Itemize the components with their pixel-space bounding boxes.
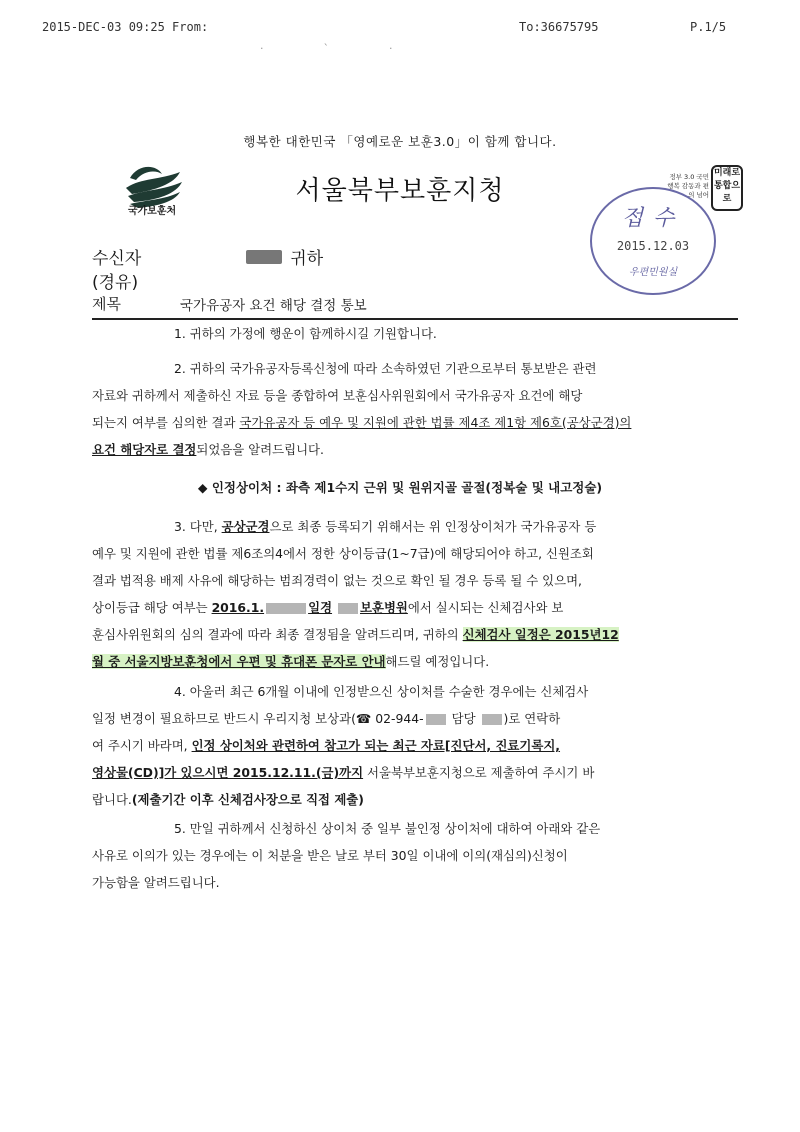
paragraph-2: 2. 귀하의 국가유공자등록신청에 따라 소속하였던 기관으로부터 통보받은 관련 자료와 귀하께서 제출하신 자료 등을 종합하여 보훈심사위원회에서 국가유공자 요건에 해당 되는지 여부를 심의한 결과 국가유공자 등 예우 및 지원에 관한 법률 제4조 제1항 제6호(공상군경)의 요건 해당자로 결정되었음을 알려드립니다.	[92, 361, 632, 457]
recipient-row	[92, 244, 323, 269]
recipient-label: 수신자	[92, 249, 142, 269]
receipt-stamp	[590, 187, 716, 295]
scan-specks: ·ˋ·	[260, 42, 453, 55]
gov30-emblem-text: 정부 3.0 국민행복 감동과 편의 넘어	[667, 173, 709, 199]
redacted-phone	[426, 714, 446, 725]
via-label: (경유)	[92, 273, 139, 293]
fax-recipient-number: To:36675795	[519, 20, 599, 34]
slogan: 행복한 대한민국 「영예로운 보훈3.0」이 함께 합니다.	[243, 134, 557, 149]
stamp-footer: 우편민원실	[628, 267, 678, 278]
redacted-hospital	[338, 603, 358, 614]
subject-text: 국가유공자 요건 해당 결정 통보	[180, 298, 367, 314]
gov30-badge: 미래로 통합으로	[711, 165, 743, 211]
stamp-date: 2015.12.03	[616, 239, 690, 253]
paragraph-3: 3. 다만, 공상군경으로 최종 등록되기 위해서는 위 인정상이처가 국가유공자 등 예우 및 지원에 관한 법률 제6조의4에서 정한 상이등급(1~7급)에 해당되어야 하고, 신원조회 결과 법적용 배제 사유에 해당하는 범죄경력이 없는 것으로 확인 될 경우 등록 될 수 있으며, 상이등급 해당 여부는 2016.1. 일경 보훈병원에서 실시되는 신체검사와 보 훈심사위원회의 심의 결과에 따라 최종 결정됨을 알려드리며, 귀하의 신체검사 일정은 2015년12 월 중 서울지방보훈청에서 우편 및 휴대폰 문자로 안내해드릴 예정입니다.	[92, 519, 619, 669]
paragraph-4: 4. 아울러 최근 6개월 이내에 인정받으신 상이처를 수술한 경우에는 신체검사 일정 변경이 필요하므로 반드시 우리지청 보상과(☎ 02-944- 담당 )로 연락하 여 주시기 바라며, 인정 상이처와 관련하여 참고가 되는 최근 자료[진단서, 진료기록지, 영상물(CD)]가 있으시면 2015.12.11.(금)까지 서울북부보훈지청으로 제출하여 주시기 바 랍니다.(제출기간 이후 신체검사장으로 직접 제출)	[92, 684, 595, 807]
paragraph-5: 5. 만일 귀하께서 신청하신 상이처 중 일부 불인정 상이처에 대하여 아래와 같은 사유로 이의가 있는 경우에는 이 처분을 받은 날로 부터 30일 이내에 이의(재심의)신청이 가능함을 알려드립니다.	[92, 821, 601, 890]
recipient-honorific: 귀하	[290, 249, 324, 269]
redacted-name	[246, 250, 282, 264]
paragraph-1: 1. 귀하의 가정에 행운이 함께하시길 기원합니다.	[174, 326, 437, 341]
redacted-officer	[482, 714, 502, 725]
fax-page-number: P.1/5	[690, 20, 727, 34]
recognized-injury: ◆ 인정상이처 : 좌측 제1수지 근위 및 원위지골 골절(정복술 및 내고정술)	[197, 480, 603, 495]
subject-label: 제목	[92, 295, 121, 313]
redacted-date	[266, 603, 306, 614]
logo-caption: 국가보훈처	[127, 206, 177, 217]
agency-title: 서울북부보훈지청	[295, 176, 505, 206]
via-row	[92, 268, 138, 293]
stamp-title: 접수	[621, 206, 685, 231]
fax-header	[0, 20, 800, 38]
fax-timestamp: 2015-DEC-03 09:25 From:	[42, 20, 209, 34]
